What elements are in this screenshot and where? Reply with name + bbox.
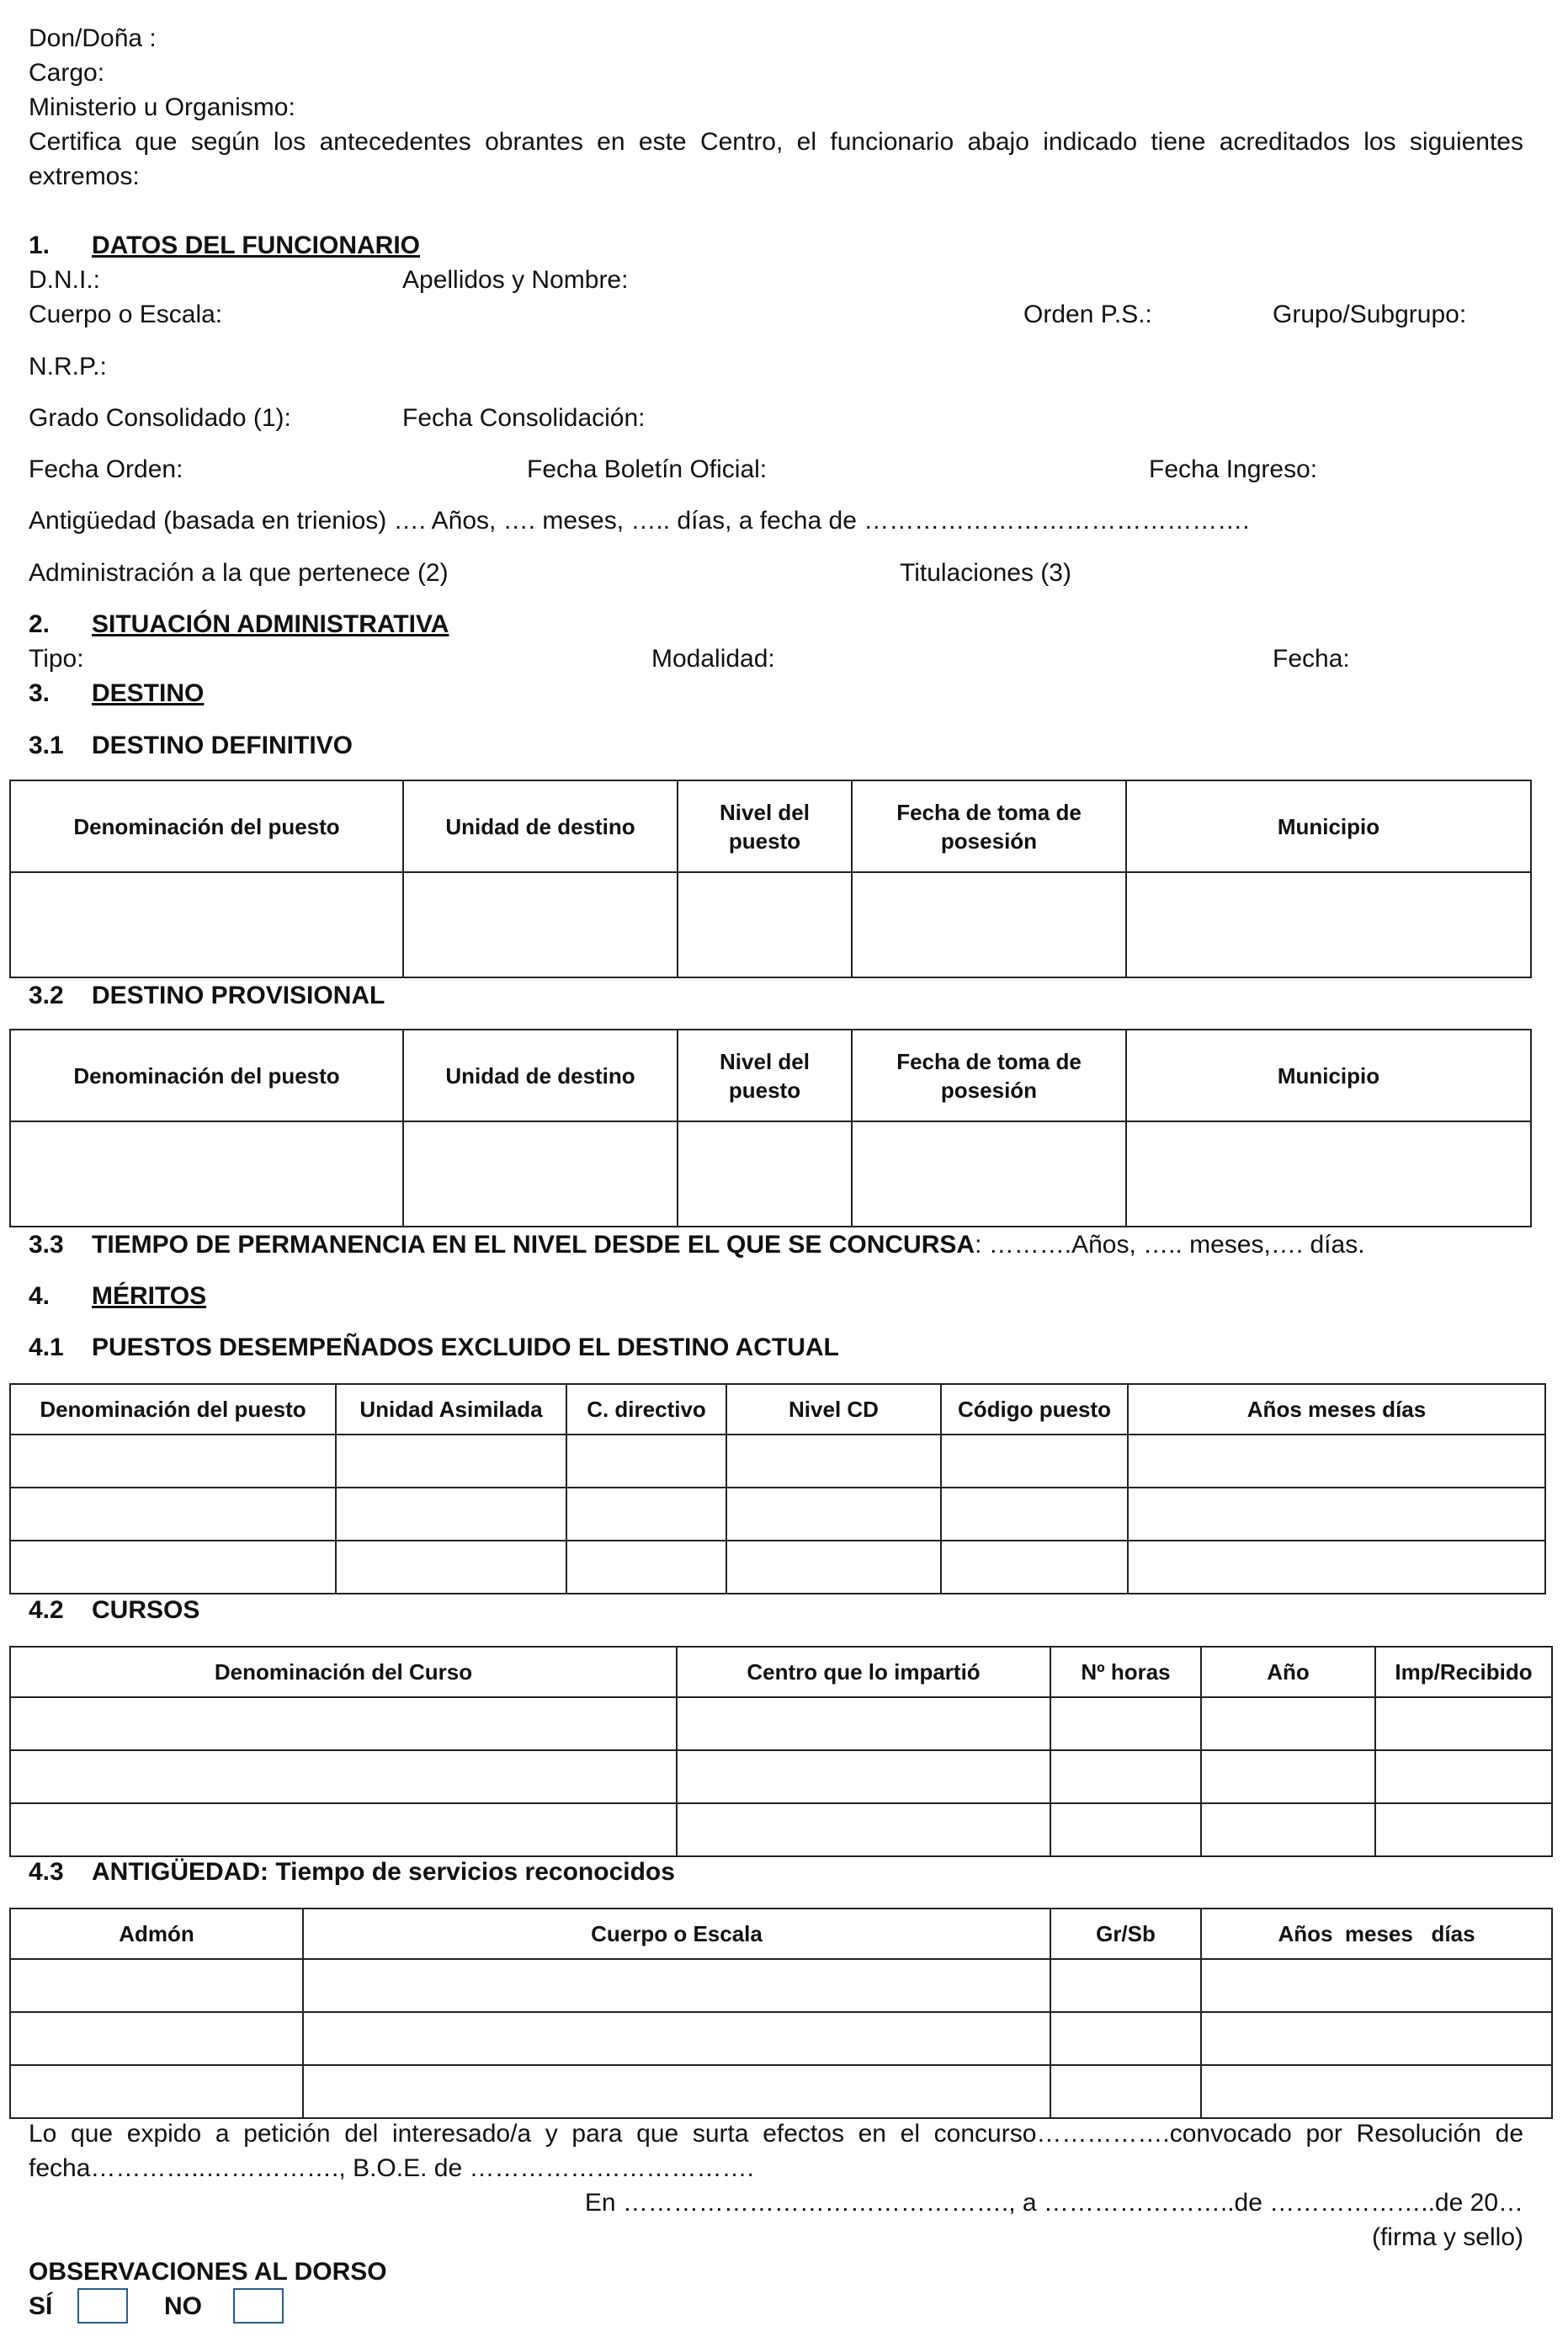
section3-number: 3. bbox=[29, 679, 50, 707]
column-header: Centro que lo impartió bbox=[677, 1647, 1050, 1697]
column-header: Imp/Recibido bbox=[1375, 1647, 1552, 1697]
destino-definitivo-table bbox=[9, 780, 1532, 978]
table-row bbox=[10, 1488, 1545, 1541]
table-cell[interactable] bbox=[1375, 1750, 1552, 1803]
column-header: C. directivo bbox=[566, 1384, 726, 1435]
column-header: Gr/Sb bbox=[1050, 1908, 1201, 1959]
column-header: Denominación del puesto bbox=[10, 780, 403, 872]
table-cell[interactable] bbox=[1201, 2012, 1552, 2065]
table-cell[interactable] bbox=[852, 1121, 1126, 1227]
section33-line bbox=[92, 1230, 1365, 1260]
antiguedad-table bbox=[9, 1908, 1553, 2119]
table-cell[interactable] bbox=[1050, 1697, 1201, 1750]
certifica-text-line1: Certifica que según los antecedentes obrantes en este Centro, el funcionario abajo indicado tiene acreditados los siguientes bbox=[29, 128, 1523, 156]
antiguedad-line: Antigüedad (basada en trienios) …. Años, …. meses, ….. días, a fecha de ………………………………………. bbox=[29, 507, 1250, 535]
table-row bbox=[10, 2065, 1552, 2118]
table-cell[interactable] bbox=[726, 1435, 941, 1488]
table-cell[interactable] bbox=[10, 1121, 403, 1227]
column-header: Unidad Asimilada bbox=[336, 1384, 566, 1435]
table-row bbox=[10, 1121, 1531, 1227]
table-cell[interactable] bbox=[10, 2065, 303, 2118]
table-cell[interactable] bbox=[566, 1541, 726, 1594]
table-cell[interactable] bbox=[1375, 1803, 1552, 1856]
table-row bbox=[10, 1803, 1552, 1856]
table-cell[interactable] bbox=[10, 1435, 336, 1488]
section41-number: 4.1 bbox=[29, 1334, 64, 1361]
no-label: NO bbox=[164, 2292, 202, 2320]
section32-title: DESTINO PROVISIONAL bbox=[92, 982, 385, 1009]
column-header: Nivel del puesto bbox=[678, 780, 852, 872]
puestos-desempenados-table bbox=[9, 1383, 1546, 1594]
section43-title: ANTIGÜEDAD: Tiempo de servicios reconocidos bbox=[92, 1858, 675, 1886]
administracion-label: Administración a la que pertenece (2) bbox=[29, 559, 449, 587]
section43-number: 4.3 bbox=[29, 1858, 64, 1886]
table-header-row bbox=[10, 1384, 1545, 1435]
column-header: Nivel CD bbox=[726, 1384, 941, 1435]
modalidad-label: Modalidad: bbox=[651, 645, 775, 673]
column-header: Año bbox=[1201, 1647, 1375, 1697]
table-cell[interactable] bbox=[1201, 1750, 1375, 1803]
table-cell[interactable] bbox=[726, 1541, 941, 1594]
column-header: Unidad de destino bbox=[403, 1030, 678, 1121]
table-header-row bbox=[10, 1908, 1552, 1959]
table-cell[interactable] bbox=[1050, 2012, 1201, 2065]
table-cell[interactable] bbox=[336, 1541, 566, 1594]
section2-title: SITUACIÓN ADMINISTRATIVA bbox=[92, 610, 449, 638]
section1-title: DATOS DEL FUNCIONARIO bbox=[92, 232, 421, 259]
si-label: SÍ bbox=[29, 2292, 53, 2320]
table-cell[interactable] bbox=[678, 1121, 852, 1227]
fecha-situacion-label: Fecha: bbox=[1273, 645, 1350, 673]
section42-title: CURSOS bbox=[92, 1596, 200, 1624]
table-row bbox=[10, 1959, 1552, 2012]
table-cell[interactable] bbox=[677, 1803, 1050, 1856]
table-cell[interactable] bbox=[941, 1488, 1128, 1541]
column-header: Unidad de destino bbox=[403, 780, 678, 872]
section4-number: 4. bbox=[29, 1282, 50, 1310]
table-cell[interactable] bbox=[852, 872, 1126, 977]
table-row bbox=[10, 1541, 1545, 1594]
section2-number: 2. bbox=[29, 610, 50, 638]
don-dona-label: Don/Doña : bbox=[29, 24, 157, 52]
table-cell[interactable] bbox=[10, 872, 403, 977]
dni-label: D.N.I.: bbox=[29, 266, 101, 294]
column-header: Nº horas bbox=[1050, 1647, 1201, 1697]
section4-title: MÉRITOS bbox=[92, 1282, 207, 1310]
table-cell[interactable] bbox=[1201, 1697, 1375, 1750]
column-header: Años meses días bbox=[1128, 1384, 1545, 1435]
table-cell[interactable] bbox=[1050, 1803, 1201, 1856]
section33-number: 3.3 bbox=[29, 1231, 64, 1259]
table-cell[interactable] bbox=[1128, 1541, 1545, 1594]
table-cell[interactable] bbox=[1201, 2065, 1552, 2118]
table-cell[interactable] bbox=[677, 1750, 1050, 1803]
section33-values: : ……….Años, ….. meses,…. días. bbox=[975, 1231, 1365, 1259]
cursos-table bbox=[9, 1646, 1553, 1857]
table-cell[interactable] bbox=[10, 1959, 303, 2012]
table-header-row bbox=[10, 1030, 1531, 1121]
table-header-row bbox=[10, 1647, 1552, 1697]
en-fecha-line: En ………………………………………., a …………………..de ………………..de 20… bbox=[584, 2189, 1523, 2217]
table-cell[interactable] bbox=[403, 872, 678, 977]
orden-ps-label: Orden P.S.: bbox=[1023, 301, 1152, 328]
column-header: Nivel del puesto bbox=[678, 1030, 852, 1121]
section32-number: 3.2 bbox=[29, 982, 64, 1009]
fecha-consolidacion-label: Fecha Consolidación: bbox=[402, 404, 646, 432]
table-cell[interactable] bbox=[403, 1121, 678, 1227]
table-cell[interactable] bbox=[566, 1488, 726, 1541]
nrp-label: N.R.P.: bbox=[29, 353, 107, 381]
table-row bbox=[10, 872, 1531, 977]
table-cell[interactable] bbox=[10, 1488, 336, 1541]
tipo-label: Tipo: bbox=[29, 645, 84, 673]
section41-title: PUESTOS DESEMPEÑADOS EXCLUIDO EL DESTINO ACTUAL bbox=[92, 1334, 839, 1361]
table-row bbox=[10, 2012, 1552, 2065]
table-cell[interactable] bbox=[1050, 2065, 1201, 2118]
apellidos-label: Apellidos y Nombre: bbox=[402, 266, 629, 294]
section3-title: DESTINO bbox=[92, 679, 205, 707]
table-cell[interactable] bbox=[10, 2012, 303, 2065]
table-cell[interactable] bbox=[677, 1697, 1050, 1750]
table-cell[interactable] bbox=[726, 1488, 941, 1541]
cargo-label: Cargo: bbox=[29, 59, 105, 87]
firma-sello-label: (firma y sello) bbox=[1371, 2223, 1523, 2251]
table-cell[interactable] bbox=[1126, 872, 1531, 977]
fecha-orden-label: Fecha Orden: bbox=[29, 455, 183, 483]
table-cell[interactable] bbox=[303, 1959, 1050, 2012]
column-header: Código puesto bbox=[941, 1384, 1128, 1435]
table-cell[interactable] bbox=[336, 1488, 566, 1541]
expido-text-line1: Lo que expido a petición del interesado/a y para que surta efectos en el concurso…………….convocado por Resolución de bbox=[29, 2120, 1523, 2148]
table-cell[interactable] bbox=[10, 1541, 336, 1594]
table-cell[interactable] bbox=[941, 1541, 1128, 1594]
column-header: Denominación del puesto bbox=[10, 1384, 336, 1435]
table-cell[interactable] bbox=[1050, 1959, 1201, 2012]
column-header: Denominación del puesto bbox=[10, 1030, 403, 1121]
table-cell[interactable] bbox=[566, 1435, 726, 1488]
table-cell[interactable] bbox=[1201, 1803, 1375, 1856]
table-cell[interactable] bbox=[1128, 1435, 1545, 1488]
column-header: Fecha de toma de posesión bbox=[852, 1030, 1126, 1121]
titulaciones-label: Titulaciones (3) bbox=[900, 559, 1071, 587]
cuerpo-escala-label: Cuerpo o Escala: bbox=[29, 301, 223, 328]
fecha-boletin-label: Fecha Boletín Oficial: bbox=[527, 455, 768, 483]
section42-number: 4.2 bbox=[29, 1596, 64, 1624]
section1-number: 1. bbox=[29, 232, 50, 259]
table-cell[interactable] bbox=[10, 1803, 677, 1856]
table-cell[interactable] bbox=[1128, 1488, 1545, 1541]
table-cell[interactable] bbox=[1201, 1959, 1552, 2012]
column-header: Municipio bbox=[1126, 780, 1531, 872]
table-cell[interactable] bbox=[941, 1435, 1128, 1488]
grupo-subgrupo-label: Grupo/Subgrupo: bbox=[1273, 301, 1467, 328]
table-cell[interactable] bbox=[10, 1697, 677, 1750]
table-cell[interactable] bbox=[1375, 1697, 1552, 1750]
table-cell[interactable] bbox=[336, 1435, 566, 1488]
table-row bbox=[10, 1750, 1552, 1803]
table-header-row bbox=[10, 780, 1531, 872]
table-row bbox=[10, 1697, 1552, 1750]
column-header: Cuerpo o Escala bbox=[303, 1908, 1050, 1959]
no-checkbox[interactable] bbox=[233, 2288, 284, 2324]
column-header: Municipio bbox=[1126, 1030, 1531, 1121]
grado-consolidado-label: Grado Consolidado (1): bbox=[29, 404, 291, 432]
table-cell[interactable] bbox=[303, 2065, 1050, 2118]
table-cell[interactable] bbox=[10, 1750, 677, 1803]
destino-provisional-table bbox=[9, 1029, 1532, 1227]
table-cell[interactable] bbox=[303, 2012, 1050, 2065]
table-cell[interactable] bbox=[1050, 1750, 1201, 1803]
section31-title: DESTINO DEFINITIVO bbox=[92, 732, 353, 759]
table-cell[interactable] bbox=[678, 872, 852, 977]
si-checkbox[interactable] bbox=[77, 2288, 128, 2324]
section31-number: 3.1 bbox=[29, 732, 64, 759]
section33-title: TIEMPO DE PERMANENCIA EN EL NIVEL DESDE EL QUE SE CONCURSA bbox=[92, 1231, 975, 1259]
column-header: Fecha de toma de posesión bbox=[852, 780, 1126, 872]
table-cell[interactable] bbox=[1126, 1121, 1531, 1227]
observaciones-label: OBSERVACIONES AL DORSO bbox=[29, 2258, 387, 2286]
fecha-ingreso-label: Fecha Ingreso: bbox=[1149, 455, 1318, 483]
column-header: Admón bbox=[10, 1908, 303, 1959]
ministerio-label: Ministerio u Organismo: bbox=[29, 93, 295, 121]
expido-text-line2: fecha…………..……………., B.O.E. de ……………………………. bbox=[29, 2154, 754, 2182]
column-header: Denominación del Curso bbox=[10, 1647, 677, 1697]
table-row bbox=[10, 1435, 1545, 1488]
column-header: Años meses días bbox=[1201, 1908, 1552, 1959]
certifica-text-line2: extremos: bbox=[29, 162, 140, 190]
